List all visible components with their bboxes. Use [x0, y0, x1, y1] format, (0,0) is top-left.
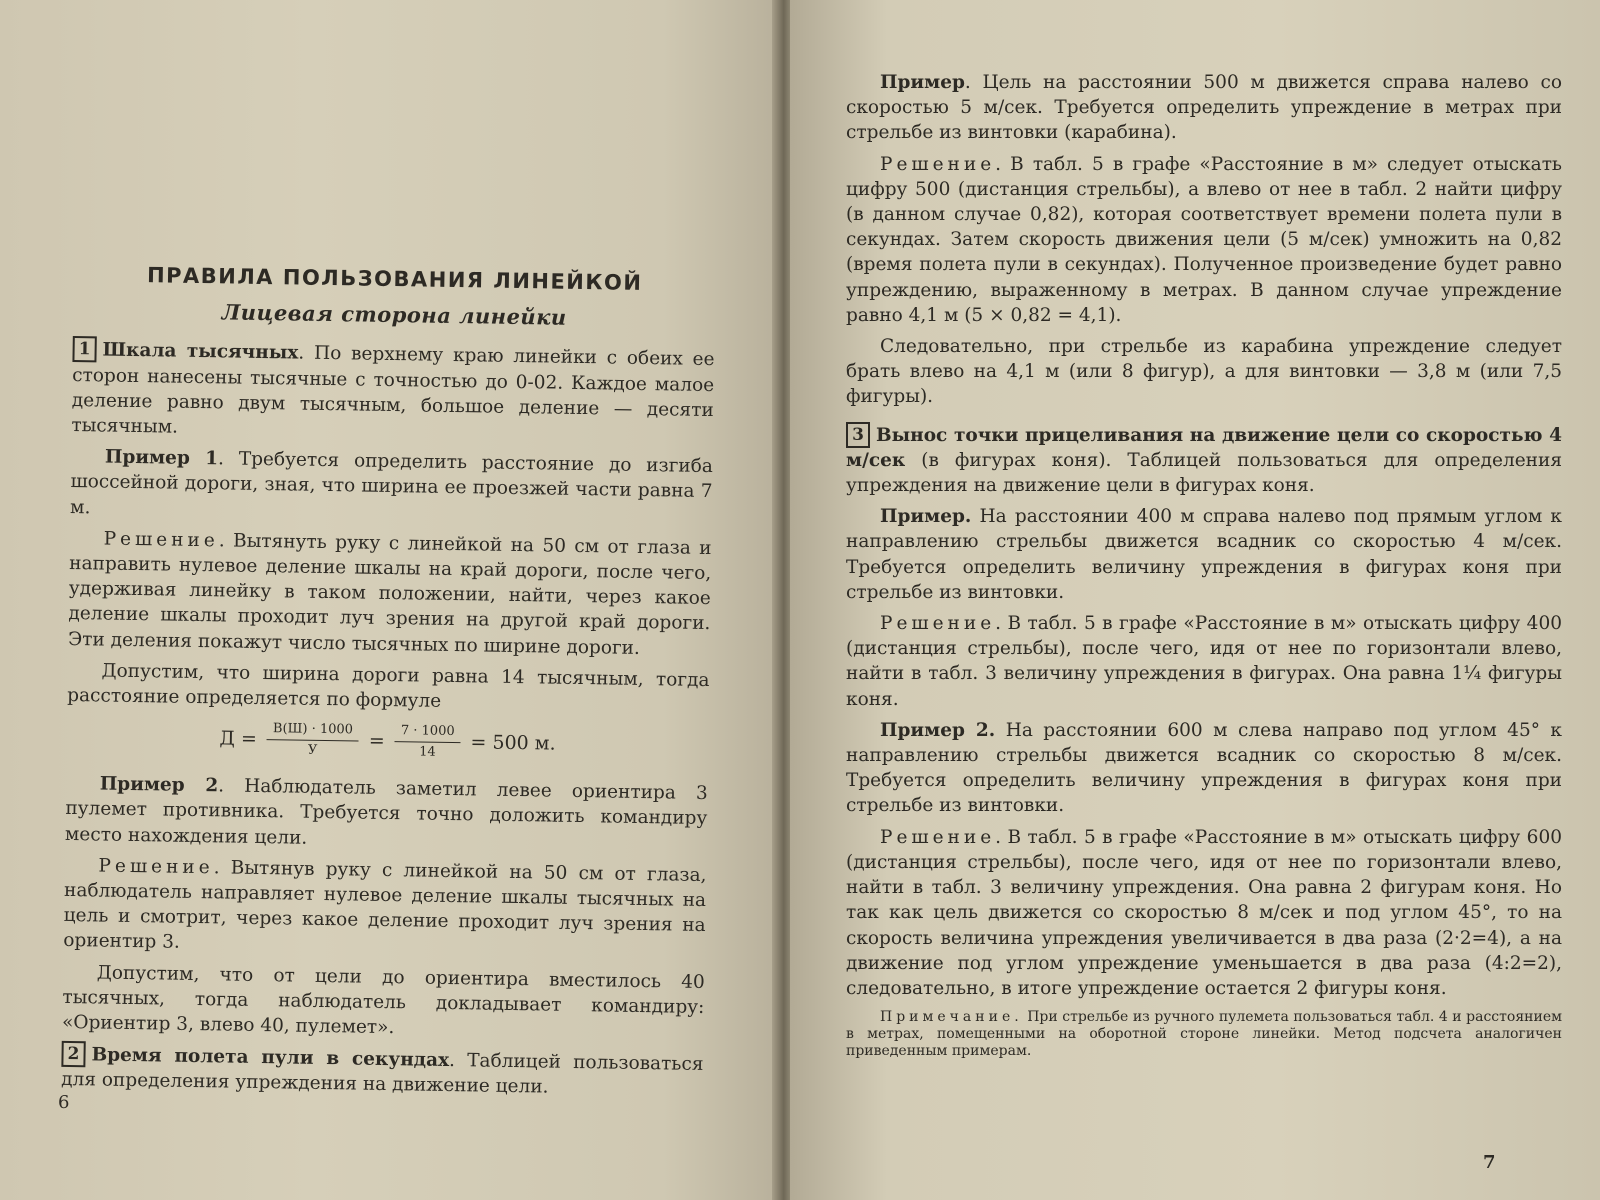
right-column [846, 70, 1562, 1066]
example-a-solution [846, 152, 1562, 328]
formula-lhs: Д = [219, 727, 257, 751]
section-number-badge: 3 [846, 422, 870, 448]
solution-text: . В табл. 5 в графе «Расстояние в м» отыскать цифру 600 (дистанция стрельбы), после чего, идя от нее по горизонтали влево, найти в табл. 3 величину упреждения. Она равна 2 фигурам коня. Но так как цель движется со скоростью 8 м/сек и под углом 45°, то на скорость величина упреждения увеличивается в два раза (2·2=4), а на движение под углом упреждение уменьшается в два раза (4:2=2), следовательно, в итоге упреждение остается 2 фигуры коня. [846, 826, 1562, 999]
page-number: 7 [1483, 1152, 1496, 1173]
solution-text: . В табл. 5 в графе «Расстояние в м» следует отыскать цифру 500 (дистанция стрельбы), а влево от нее в табл. 2 найти цифру (в данном случае 0,82), которая соответствует времени полета пули в секундах. Затем скорость движения цели (5 м/сек) умножить на 0,82 (время полета пули в секундах). Полученное произведение будет равно упреждению, выраженному в метрах. В данном случае упреждение равно 4,1 м (5 × 0,82 = 4,1). [846, 153, 1562, 326]
solution-text: . В табл. 5 в графе «Расстояние в м» отыскать цифру 400 (дистанция стрельбы), после чего, идя от нее по горизонтали влево, найти в табл. 3 величину упреждения в фигурах. Она равна 1¼ фигуры коня. [846, 613, 1562, 710]
example-2-assume: Допустим, что от цели до ориентира вместилось 40 тысячных, тогда наблюдатель докладывает командиру: «Ориентир 3, влево 40, пулемет». [61, 962, 705, 1039]
left-column [61, 262, 716, 1109]
example-2 [65, 771, 708, 857]
range-formula [66, 718, 709, 765]
solution-label: Решение [880, 613, 996, 635]
formula-equals: = [368, 729, 385, 753]
example-1-assume: Допустим, что ширина дороги равна 14 тысячным, тогда расстояние определяется по формуле [67, 660, 710, 712]
example-label: Пример. [880, 506, 972, 528]
section-number-badge: 1 [72, 336, 96, 362]
note-text: При стрельбе из ручного пулемета пользоваться табл. 4 и расстоянием в метрах, помещенными на оборотной стороне линейки. Метод подсчета аналогичен приведенным примерам. [846, 1009, 1562, 1060]
solution-label: Решение [98, 855, 214, 879]
example-b [846, 504, 1562, 605]
section-text: . Таблицей пользоваться для определения упреждения на движение цели. [60, 1050, 704, 1099]
example-1-solution [68, 526, 712, 662]
example-a [846, 70, 1562, 146]
example-text: . Требуется определить расстояние до изгиба шоссейной дороги, зная, что ширина ее проезжей части равна 7 м. [69, 448, 714, 518]
example-label: Пример 1 [104, 446, 219, 470]
fraction-numerator: В(Ш) · 1000 [267, 721, 359, 741]
solution-label: Решение [880, 826, 996, 848]
example-text: . Цель на расстоянии 500 м движется справа налево со скоростью 5 м/сек. Требуется определить упреждение в метрах при стрельбе из винтовки (карабина). [846, 72, 1562, 144]
section-title: Шкала тысячных [102, 339, 299, 364]
example-label: Пример 2. [880, 719, 996, 741]
example-text: На расстоянии 600 м слева направо под углом 45° к направлению стрельбы движется всадник со скоростью 8 м/сек. Требуется определить величину упреждения в фигурах коня при стрельбе из винтовки. [846, 719, 1562, 817]
example-b-solution [846, 611, 1562, 712]
section-text: . По верхнему краю линейки с обеих ее сторон нанесены тысячные с точностью до 0-02. Каждое малое деление равно двум тысячным, большое деление — десяти тысячным. [71, 342, 715, 438]
example-text: . Наблюдатель заметил левее ориентира 3 пулемет противника. Требуется точно доложить командиру место нахождения цели. [64, 775, 708, 849]
example-label: Пример [880, 72, 965, 93]
section-title: Вынос точки прицеливания на движение цели со скоростью 4 м/сек [846, 424, 1562, 471]
solution-text: . Вытянув руку с линейкой на 50 см от глаза, наблюдатель направляет нулевое деление шкалы тысячных на цель и смотрит, через какое деление проходит луч зрения на ориентир 3. [63, 857, 707, 954]
section-text: (в фигурах коня). Таблицей пользоваться для определения упреждения на движение цели в фигурах коня. [846, 449, 1562, 497]
page-heading: ПРАВИЛА ПОЛЬЗОВАНИЯ ЛИНЕЙКОЙ [146, 263, 643, 295]
left-page [0, 0, 780, 1200]
example-1 [70, 444, 713, 530]
right-page [790, 0, 1600, 1200]
fraction-denominator: У [307, 742, 318, 759]
page-subheading: Лицевая сторона линейки [221, 299, 567, 330]
example-text: На расстоянии 400 м справа налево под прямым углом к направлению стрельбы движется всадник со скоростью 4 м/сек. Требуется определить величину упреждения в фигурах коня при стрельбе из винтовки. [846, 506, 1562, 603]
solution-label: Решение [103, 528, 219, 552]
note-label: Примечание. [880, 1009, 1023, 1026]
example-c [846, 718, 1562, 819]
section-number-badge: 2 [61, 1041, 85, 1067]
section-1 [71, 336, 715, 448]
formula-rhs: = 500 м. [470, 731, 556, 755]
example-a-conclusion: Следовательно, при стрельбе из карабина упреждение следует брать влево на 4,1 м (или 8 фигур), а для винтовки — 3,8 м (или 7,5 фигуры). [846, 336, 1562, 408]
section-2 [61, 1041, 704, 1102]
page-number: 6 [58, 1092, 70, 1113]
fraction-numerator: 7 · 1000 [395, 723, 461, 743]
example-2-solution [63, 853, 707, 964]
example-c-solution [846, 825, 1562, 1001]
section-title: Время полета пули в секундах [91, 1044, 450, 1072]
section-3 [846, 422, 1562, 499]
footnote [846, 1009, 1562, 1060]
formula-fraction-1 [267, 721, 360, 759]
solution-label: Решение [880, 153, 996, 175]
solution-text: . Вытянуть руку с линейкой на 50 см от глаза и направить нулевое деление шкалы на край дороги, после чего, удерживая линейку в таком положении, найти, через какое деление шкалы проходит луч зрения на другой край дороги. Эти деления покажут число тысячных по ширине дороги. [67, 530, 712, 659]
formula-fraction-2 [394, 723, 460, 761]
fraction-denominator: 14 [419, 744, 436, 760]
example-label: Пример 2 [99, 773, 219, 797]
